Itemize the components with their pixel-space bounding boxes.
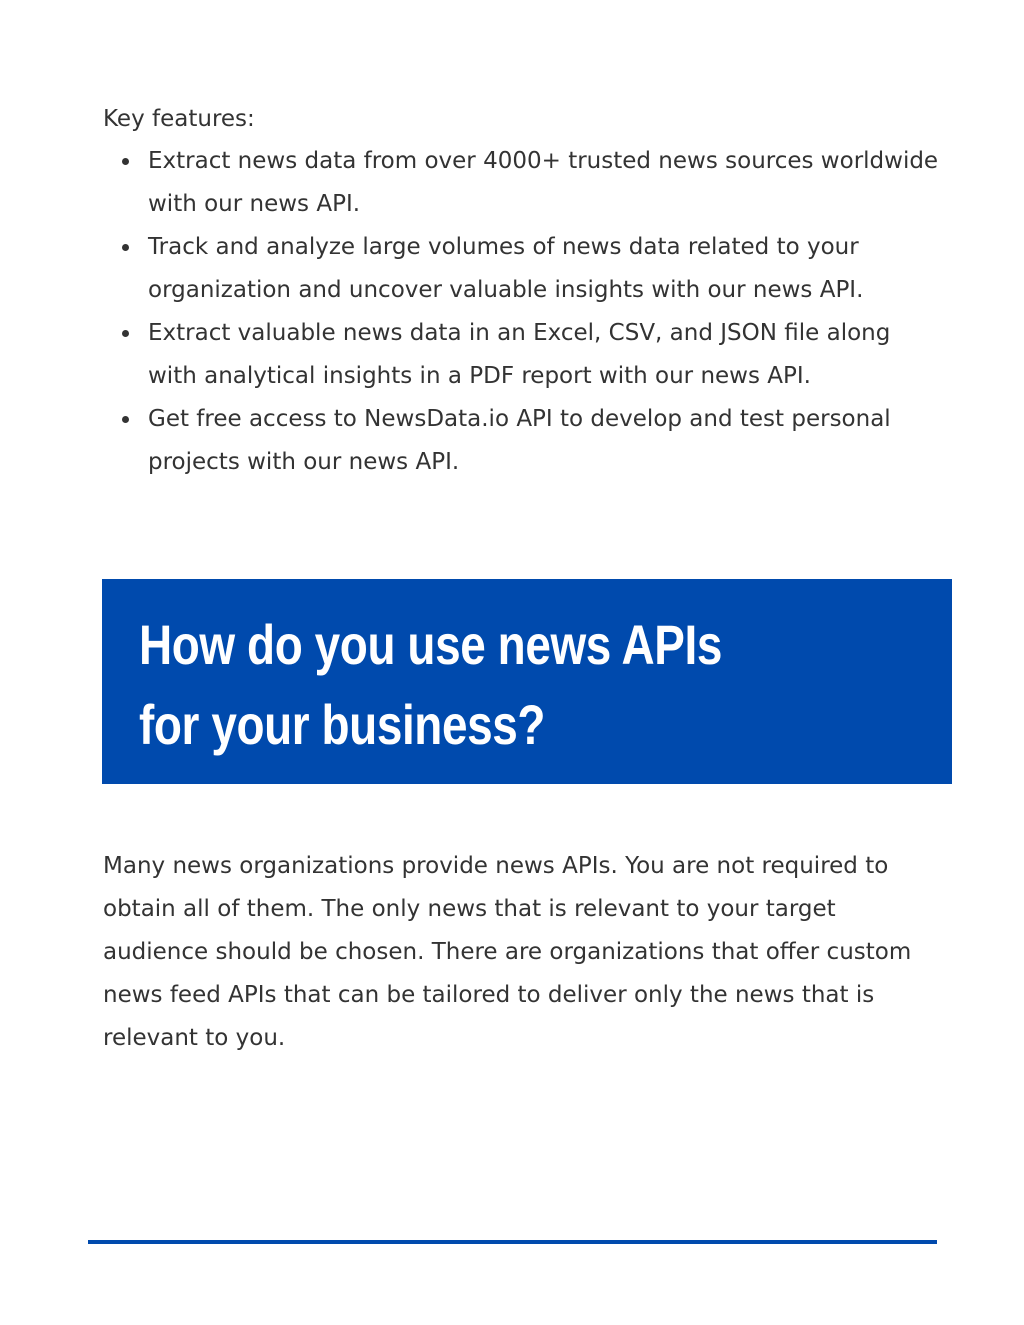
list-item <box>103 226 943 312</box>
key-features-section <box>103 98 943 484</box>
bullet-icon <box>122 330 129 337</box>
key-features-heading: Key features: <box>103 106 255 132</box>
bullet-icon <box>122 416 129 423</box>
list-item-text: Get free access to NewsData.io API to develop and test personal projects with our news API. <box>148 406 891 475</box>
list-item <box>103 140 943 226</box>
body-paragraph: Many news organizations provide news APIs. You are not required to obtain all of them. The only news that is relevant to your target audience should be chosen. There are organizations that offer custom news feed APIs that can be tailored to deliver only the news that is relevant to you. <box>103 853 912 1051</box>
bullet-icon <box>122 244 129 251</box>
section-title: How do you use news APIs for your business? <box>139 613 722 756</box>
footer-divider <box>88 1240 937 1244</box>
list-item-text: Track and analyze large volumes of news data related to your organization and uncover valuable insights with our news API. <box>148 234 864 303</box>
list-item-text: Extract valuable news data in an Excel, CSV, and JSON file along with analytical insights in a PDF report with our news API. <box>148 320 891 389</box>
list-item <box>103 398 943 484</box>
section-banner <box>102 579 952 784</box>
list-item <box>103 312 943 398</box>
bullet-icon <box>122 158 129 165</box>
list-item-text: Extract news data from over 4000+ trusted news sources worldwide with our news API. <box>148 148 939 217</box>
key-features-list <box>103 140 943 484</box>
